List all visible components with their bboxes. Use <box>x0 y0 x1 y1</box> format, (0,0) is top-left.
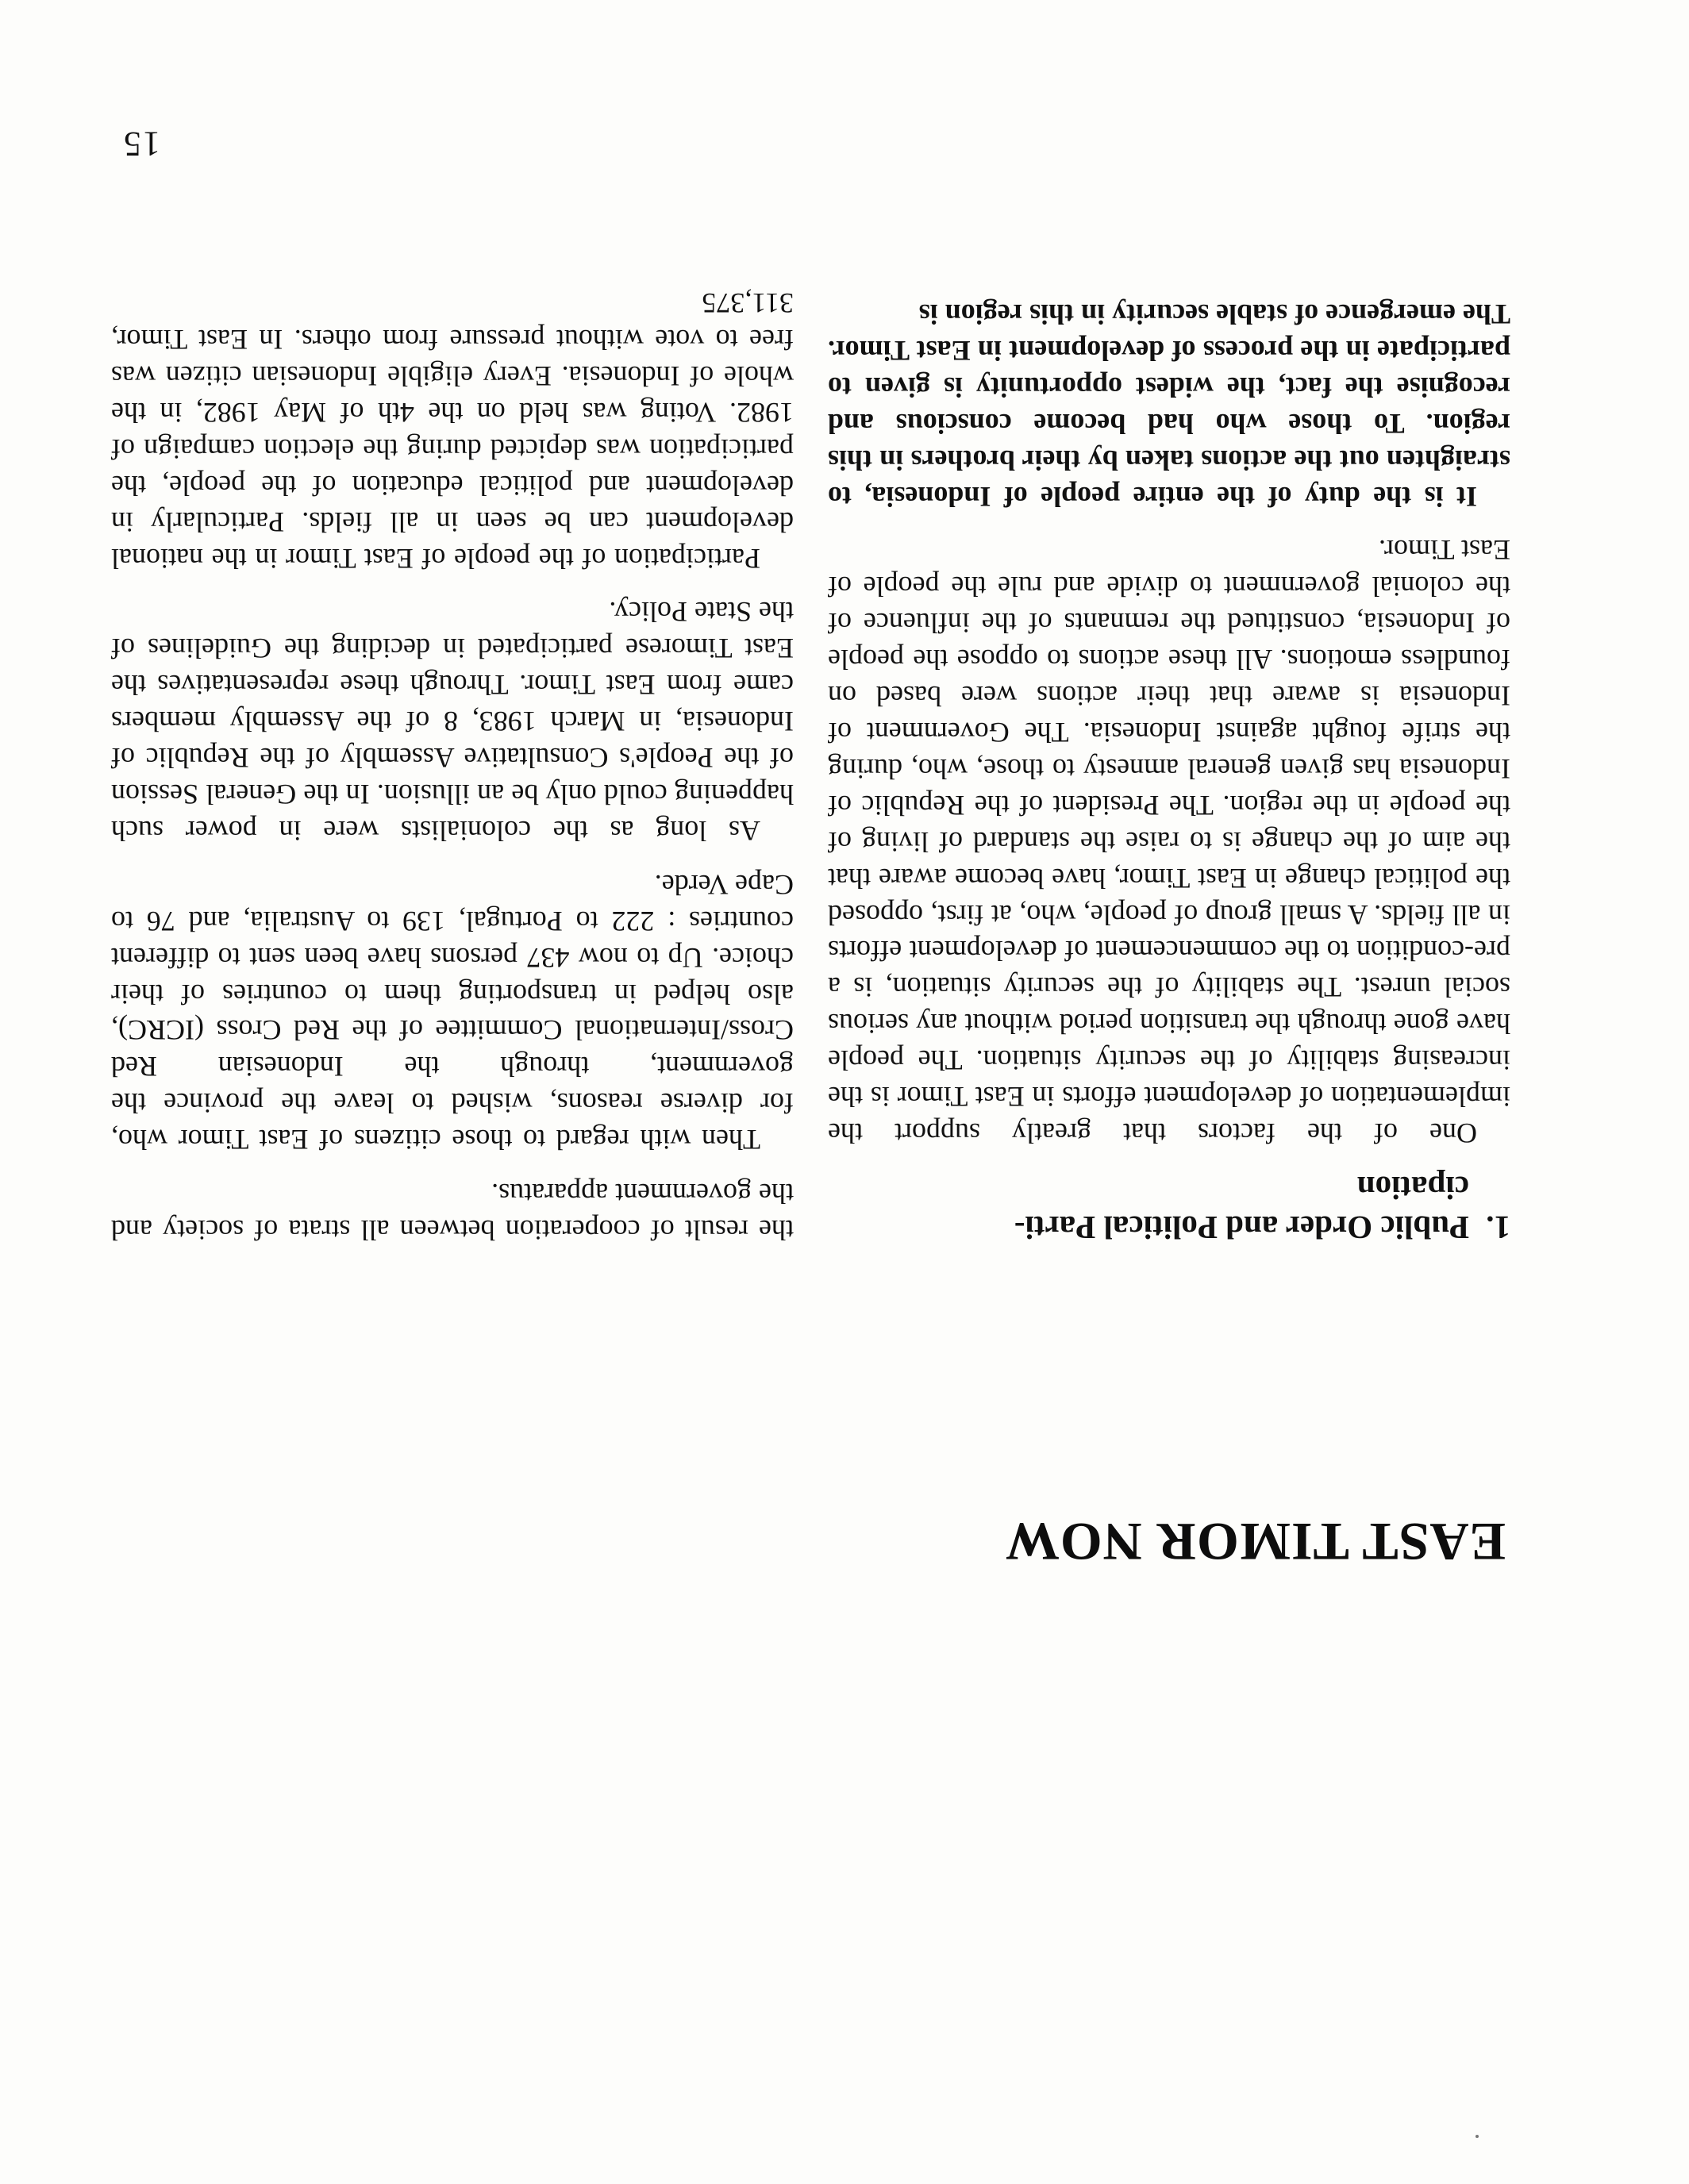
right-column <box>111 267 794 1248</box>
section-heading-text: Public Order and Political Parti- <box>1014 1209 1469 1246</box>
paragraph-left-1: One of the factors that greatly support the implementation of development efforts in East Timor is the increasing stability of the security situation. The people have gone through the transition period without any serious social unrest. The stability of the security situation, is a pre-condition to the commencement of development efforts in all fields. A small group of people, who, at first, opposed the political change in East Timor, have become aware that the aim of the change is to raise the standard of living of the people in the region. The President of the Republic of Indonesia has given general amnesty to those, who, during the strife fought against Indonesia. The Government of Indonesia is aware that their actions were based on foundless emotions. All these actions to oppose the people of Indonesia, constitued the remnants of the influence of the colonial government to divide and rule the people of East Timor. <box>828 534 1510 1149</box>
paragraph-right-3: As long as the colonialists were in power such happening could only be an illusion. In the General Session of the People's Consultative Assembly of the Republic of Indonesia, in March 1983, 8 of the Assembly members came from East Timor. Through these representatives the East Timorese participated in deciding the Guidelines of the State Policy. <box>111 596 794 847</box>
paragraph-right-2: Then with regard to those citizens of East Timor who, for diverse reasons, wished to leave the province the government, through the Indonesian Red Cross/International Committee of the Red Cross (ICRC), also helped in transporting them to countries of their choice. Up to now 437 persons have been sent to different countries : 222 to Portugal, 139 to Australia, and 76 to Cape Verde. <box>111 868 794 1156</box>
left-column <box>828 278 1510 1248</box>
scan-speck <box>1475 2135 1479 2138</box>
section-heading-continuation: cipation <box>1356 1170 1469 1206</box>
page-number: 15 <box>122 125 160 163</box>
page-title: EAST TIMOR NOW <box>1004 1512 1506 1572</box>
section-number: 1. <box>1486 1209 1510 1246</box>
paragraph-right-4: Participation of the people of East Timor in the national development can be seen in all fields. Particularly in development and political education of the people, the participation was depicted during the election campaign of 1982. Voting was held on the 4th of May 1982, in the whole of Indonesia. Every eligible Indonesian citizen was free to vote without pressure from others. In East Timor, 311,375 <box>111 287 794 575</box>
section-heading <box>828 1168 1510 1248</box>
paragraph-left-2: It is the duty of the entire people of Indonesia, to straighten out the actions taken by their brothers in this region. To those who had become conscious and recognise the fact, the widest opportunity is given to participate in the process of development in East Timor. The emergence of stable security in this region is <box>828 298 1510 513</box>
paragraph-right-1: the result of cooperation between all strata of society and the government apparatus. <box>111 1178 794 1246</box>
